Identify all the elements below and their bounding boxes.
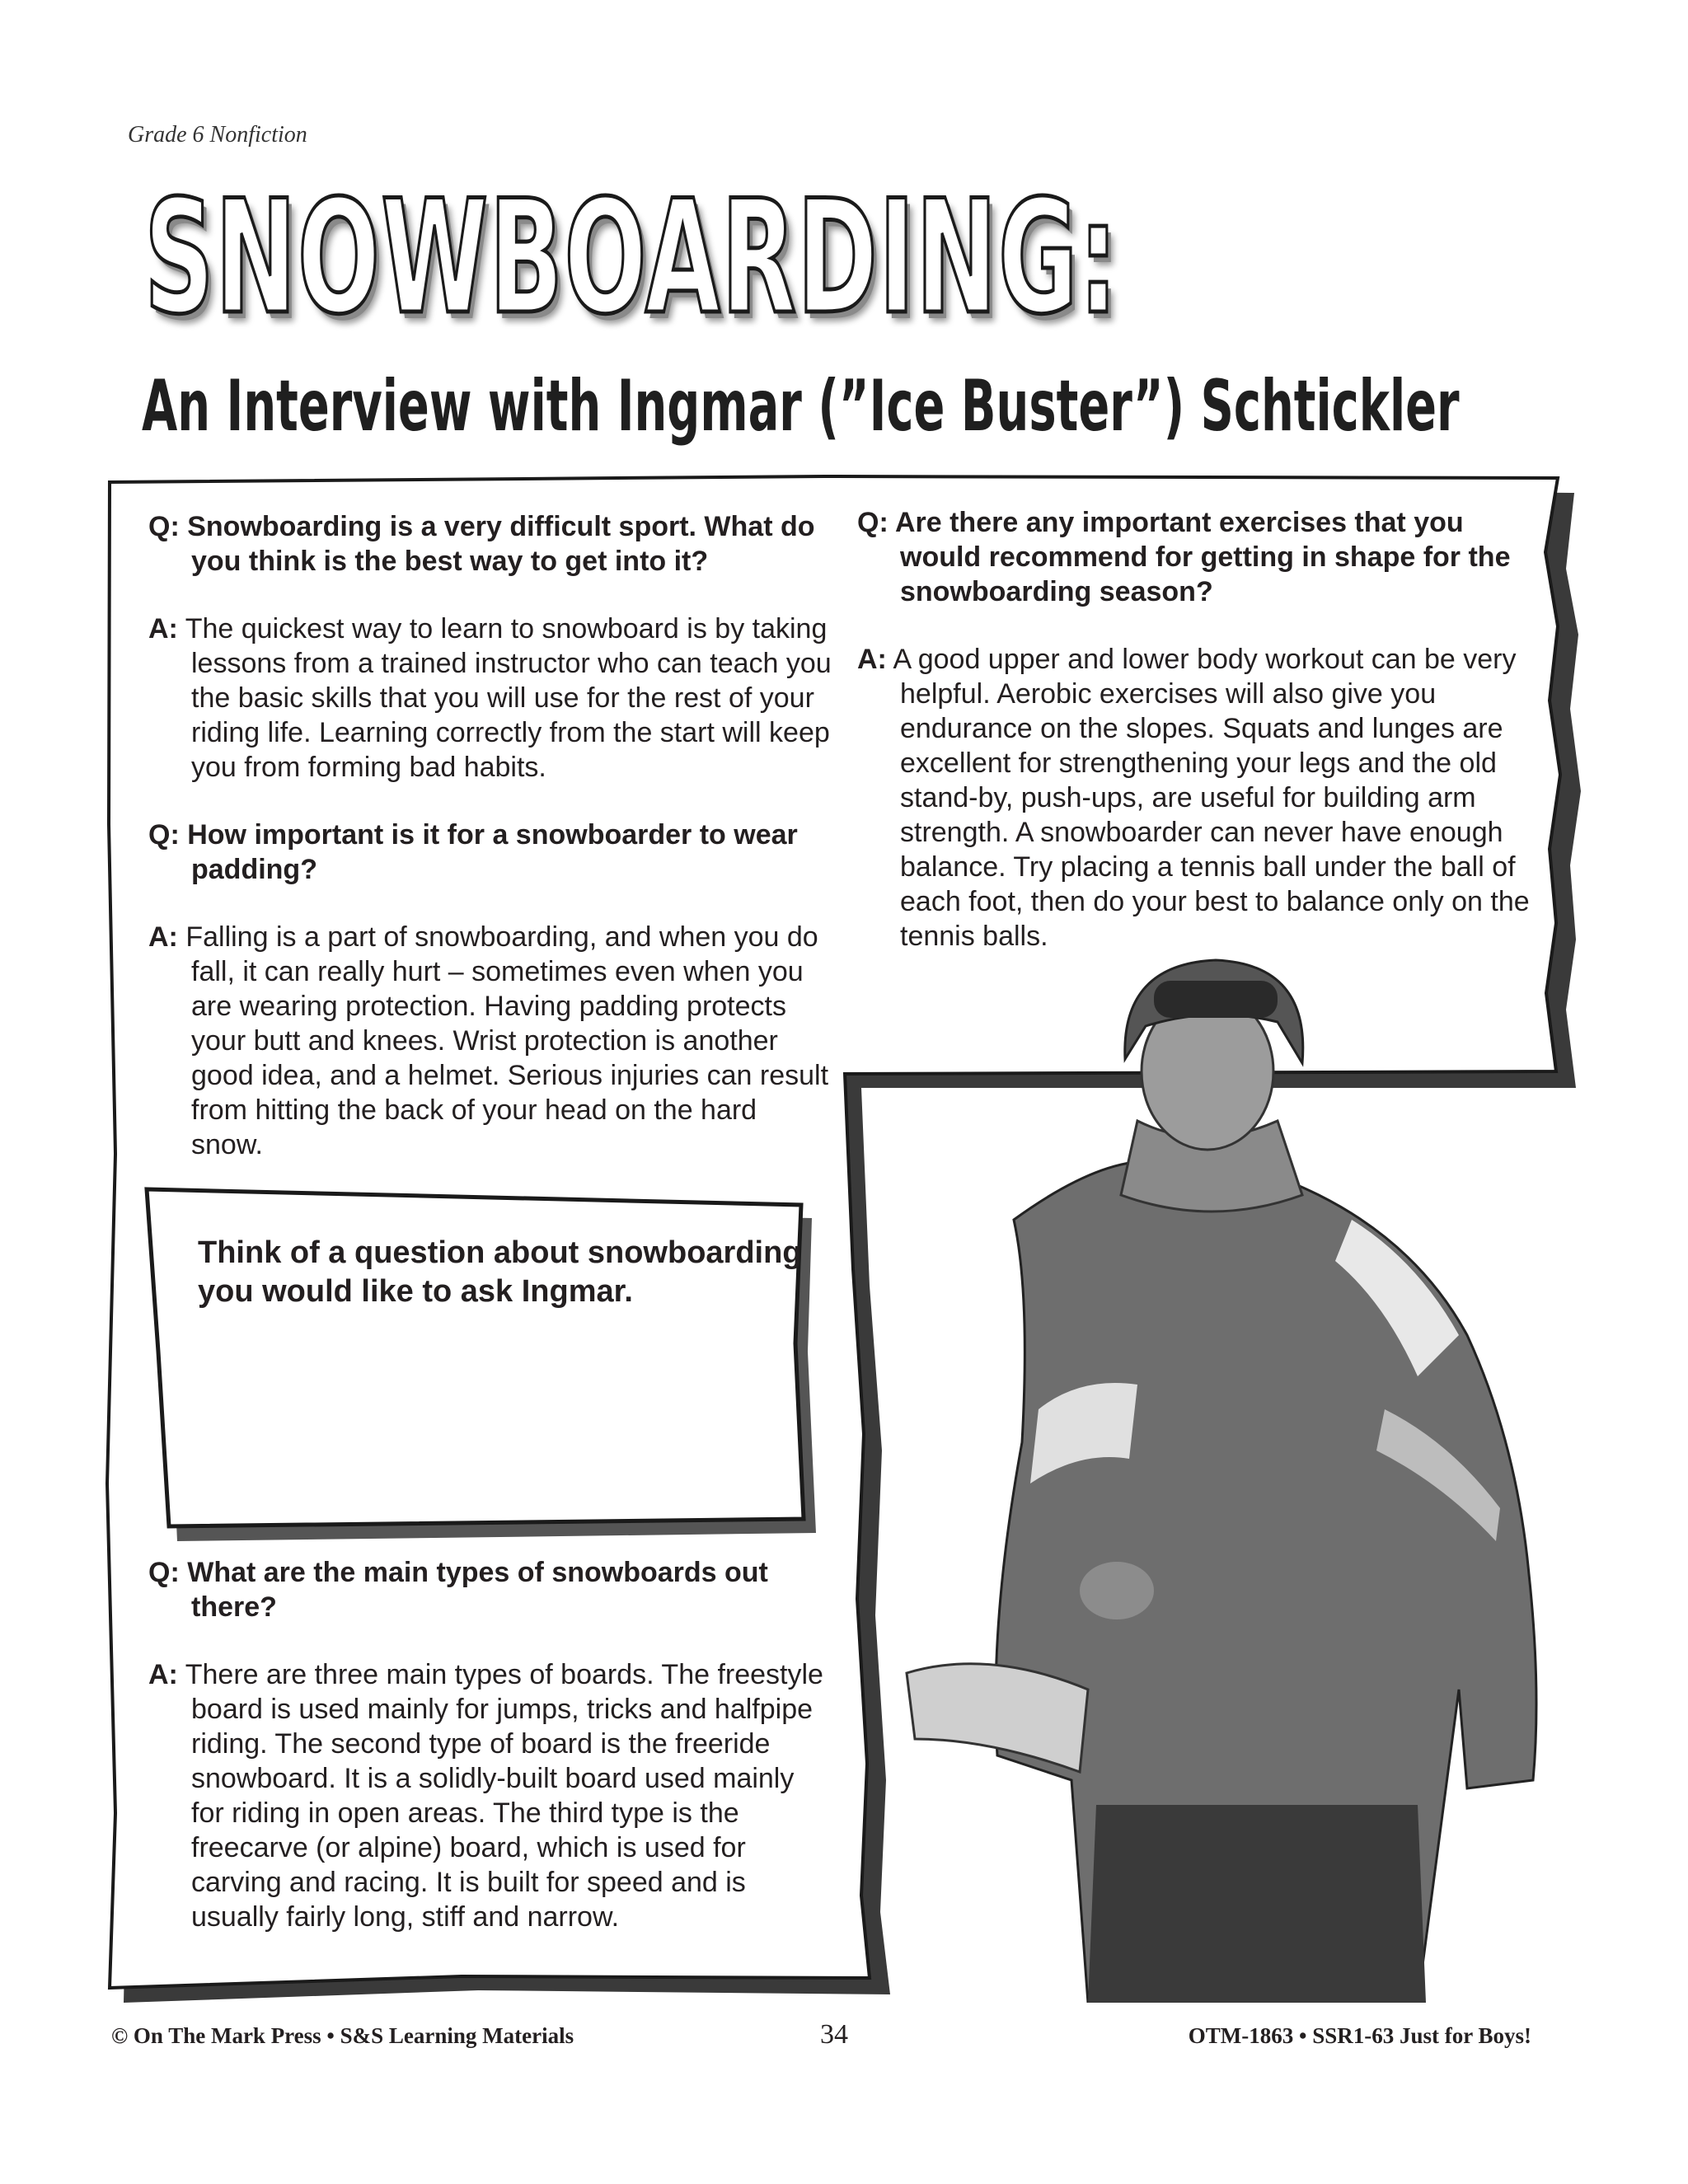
pants [1088,1805,1426,2003]
grade-label: Grade 6 Nonfiction [128,122,307,148]
page-subtitle: An Interview with Ingmar (”Ice Buster”) Schtickler [142,365,1460,448]
page-number: 34 [820,2019,848,2050]
footer-copyright: © On The Mark Press • S&S Learning Materials [111,2023,574,2048]
left-column [148,509,832,1195]
prompt-question: Think of a question about snowboarding you would like to ask Ingmar. [198,1235,802,1309]
question-1: Q: Snowboarding is a very difficult sport. What do you think is the best way to get into it? [148,511,815,577]
right-column [857,505,1533,987]
hand [1080,1562,1154,1619]
question-4: Q: What are the main types of snowboards out there? [148,1557,768,1623]
answer-1: A: The quickest way to learn to snowboard is by taking lessons from a trained instructor who can teach you the basic skills that you will use for the rest of your riding life. Learning correctly from the start will keep you from forming bad habits. [148,613,832,783]
question-2: Q: How important is it for a snowboarder to wear padding? [148,819,798,885]
goggles [1154,981,1278,1018]
question-3: Q: Are there any important exercises that you would recommend for getting in shape for the snowboarding season? [857,507,1511,607]
answer-3: A: A good upper and lower body workout can be very helpful. Aerobic exercises will also give you endurance on the slopes. Squats and lunges are excellent for strengthening your legs and the old stand-by, push-ups, are useful for building arm strength. A snowboarder can never have enough balance. Try placing a tennis ball under the ball of each foot, then do your best to balance only on the tennis balls. [857,644,1530,952]
snowboarder-photo [890,948,1582,2003]
answer-2: A: Falling is a part of snowboarding, and when you do fall, it can really hurt – sometimes even when you are wearing protection. Having padding protects your butt and knees. Wrist protection is another good idea, and a helmet. Serious injuries can result from hitting the back of your head on the hard snow. [148,921,829,1160]
bottom-column [148,1555,832,1967]
footer-series: OTM-1863 • SSR1-63 Just for Boys! [1188,2023,1531,2048]
answer-4: A: There are three main types of boards. The freestyle board is used mainly for jumps, tricks and halfpipe riding. The second type of board is the freeride snowboard. It is a solidly-built board used mainly for riding in open areas. The third type is the freecarve (or alpine) board, which is used for carving and racing. It is built for speed and is usually fairly long, stiff and narrow. [148,1659,823,1933]
page-title: SNOWBOARDING: [144,166,1119,349]
